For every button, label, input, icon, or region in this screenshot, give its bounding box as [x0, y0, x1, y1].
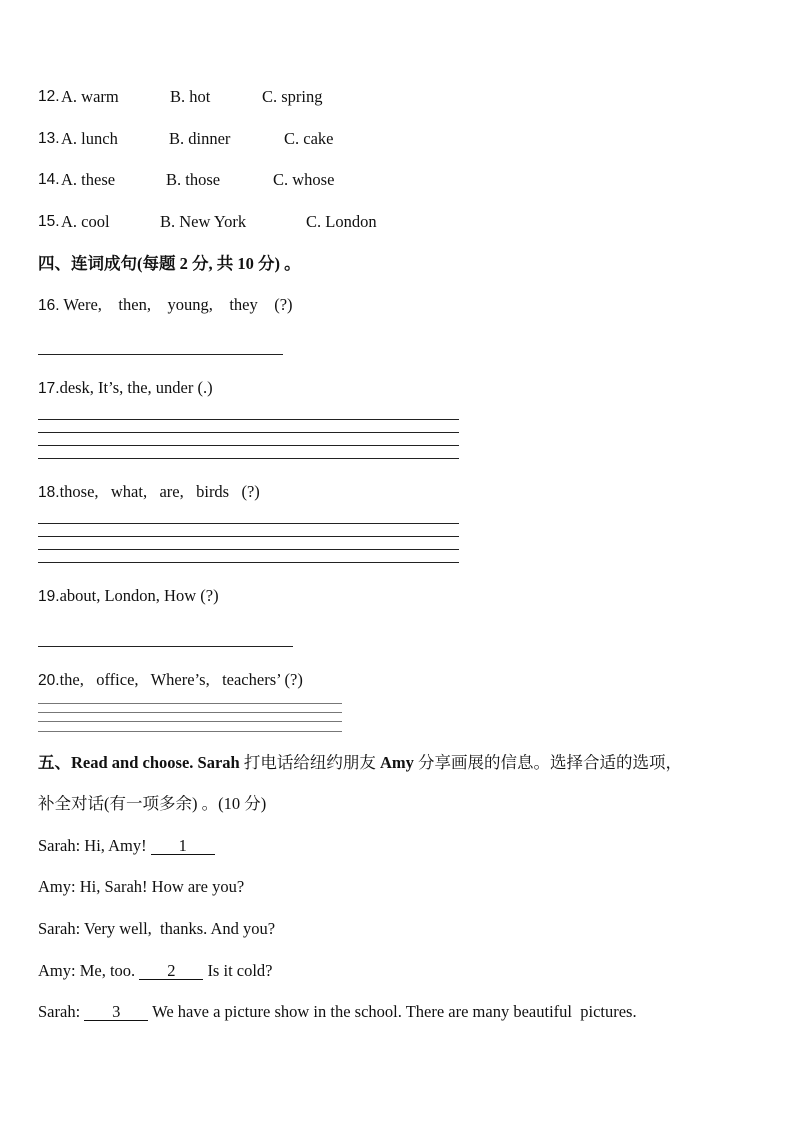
option-a: A. cool — [61, 212, 110, 231]
item-words: desk, It’s, the, under (.) — [59, 378, 213, 397]
dialogue-text: Hi, Amy! — [80, 836, 151, 855]
answer-line — [38, 419, 459, 420]
section-5-title — [38, 752, 682, 774]
speaker: Sarah: — [38, 919, 81, 938]
dialogue-text-after: We have a picture show in the school. There are many beautiful pictures. — [148, 1002, 637, 1021]
answer-blank-3[interactable]: 3 — [84, 1004, 148, 1021]
answer-line — [38, 721, 342, 722]
option-b: B. New York — [160, 212, 247, 231]
answer-line — [38, 445, 459, 446]
section-5-title-line-2 — [38, 793, 266, 815]
item-number: 17. — [38, 380, 60, 397]
dialogue-text: Very well, thanks. And you? — [80, 919, 276, 938]
item-number: 16. — [38, 297, 60, 314]
answer-blank-2[interactable]: 2 — [139, 963, 203, 980]
sentence-item-20 — [38, 670, 303, 691]
answer-line — [38, 432, 459, 433]
item-words: those, what, are, birds (?) — [59, 482, 260, 501]
dialogue-text: Me, too. — [75, 961, 140, 980]
title-bold-part: 五、Read and choose. Sarah — [38, 753, 240, 772]
item-words: the, office, Where’s, teachers’ (?) — [59, 670, 303, 689]
option-a: A. warm — [61, 87, 119, 106]
speaker: Amy: — [38, 877, 76, 896]
answer-line — [38, 536, 459, 537]
answer-line — [38, 731, 342, 732]
option-a: A. these — [61, 170, 116, 189]
title-line-2-text: 补全对话(有一项多余) 。(10 分) — [38, 794, 267, 813]
option-b: B. dinner — [169, 129, 231, 148]
title-text-part: 打电话给纽约朋友 — [239, 753, 380, 772]
dialogue-line-1 — [38, 836, 215, 856]
dialogue-text-after: Is it cold? — [203, 961, 273, 980]
item-number: 20. — [38, 672, 60, 689]
section-4-title: 四、连词成句(每题 2 分, 共 10 分) 。 — [38, 254, 301, 273]
option-c: C. cake — [284, 129, 334, 148]
option-c: C. London — [306, 212, 377, 231]
sentence-item-18 — [38, 482, 260, 503]
dialogue-line-4 — [38, 961, 273, 981]
option-a: A. lunch — [61, 129, 118, 148]
item-number: 19. — [38, 588, 60, 605]
sentence-item-19 — [38, 586, 219, 607]
option-c: C. whose — [273, 170, 335, 189]
item-number: 12. — [38, 88, 60, 105]
answer-line — [38, 549, 459, 550]
option-b: B. those — [166, 170, 221, 189]
item-number: 18. — [38, 484, 60, 501]
item-words: about, London, How (?) — [59, 586, 219, 605]
item-number: 15. — [38, 213, 60, 230]
sentence-item-17 — [38, 378, 213, 399]
title-bold-name: Amy — [379, 753, 414, 772]
sentence-item-16 — [38, 295, 293, 316]
dialogue-line-5 — [38, 1002, 637, 1022]
answer-line — [38, 562, 459, 563]
dialogue-line-2 — [38, 877, 244, 897]
answer-line — [38, 458, 459, 459]
dialogue-line-3 — [38, 919, 275, 939]
speaker: Sarah: — [38, 1002, 81, 1021]
answer-line — [38, 703, 342, 704]
speaker: Amy: — [38, 961, 76, 980]
title-text-part-2: 分享画展的信息。选择合适的选项， — [413, 753, 682, 772]
speaker: Sarah: — [38, 836, 81, 855]
answer-line — [38, 712, 342, 713]
option-b: B. hot — [170, 87, 211, 106]
dialogue-text: Hi, Sarah! How are you? — [75, 877, 245, 896]
item-words: Were, then, young, they (?) — [59, 295, 293, 314]
item-number: 13. — [38, 130, 60, 147]
item-number: 14. — [38, 171, 60, 188]
answer-line — [38, 354, 283, 355]
answer-blank-1[interactable]: 1 — [151, 838, 215, 855]
answer-line — [38, 646, 293, 647]
option-c: C. spring — [262, 87, 323, 106]
answer-line — [38, 523, 459, 524]
